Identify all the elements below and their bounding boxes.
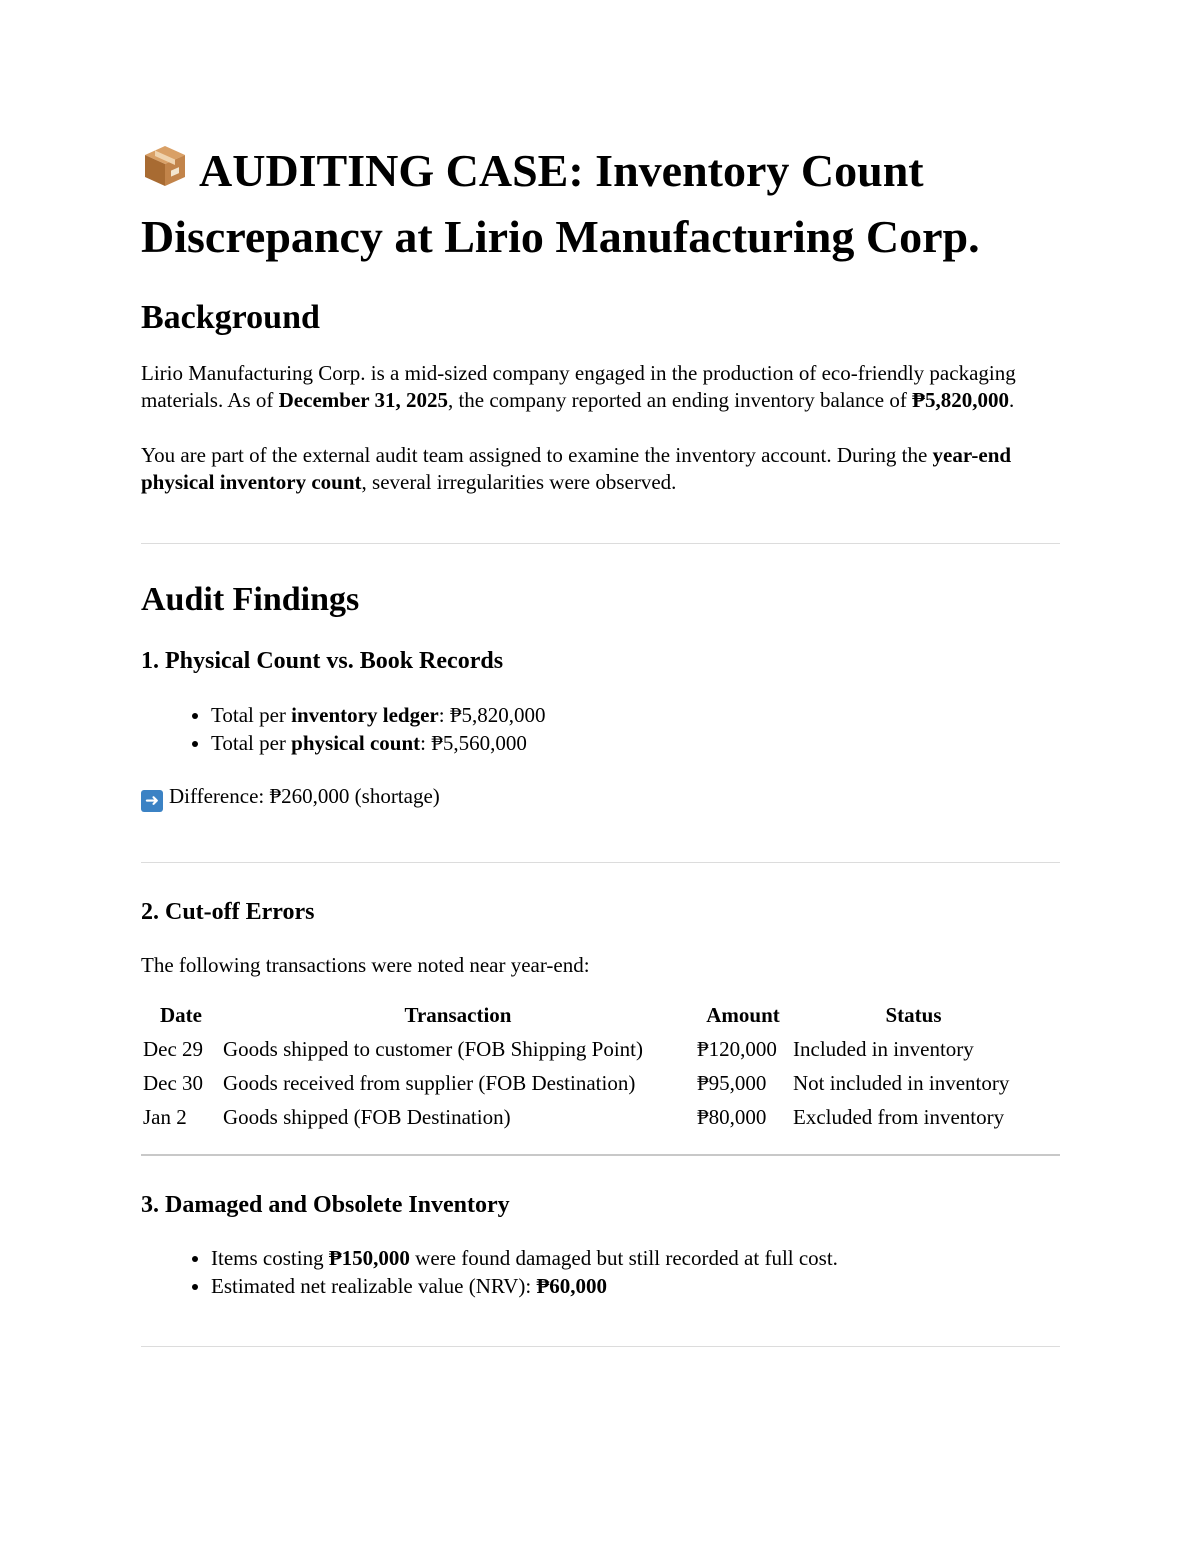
right-arrow-icon: ➜ [141, 790, 163, 812]
cell-status: Excluded from inventory [793, 1104, 1005, 1129]
cell-transaction: Goods shipped to customer (FOB Shipping Point) [223, 1036, 644, 1061]
background-paragraph-1: Lirio Manufacturing Corp. is a mid-sized company engaged in the production of eco-friendly packaging materials. As of December 31, 2025, the company reported an ending inventory balance of ₱5,820,000. [141, 361, 1016, 412]
cell-amount: ₱80,000 [697, 1104, 767, 1129]
difference-line: ➜ Difference: ₱260,000 (shortage) [141, 783, 1060, 812]
background-paragraph-2: You are part of the external audit team assigned to examine the inventory account. During the year-end physical inventory count, several irregularities were observed. [141, 443, 1012, 494]
list-item: • Items costing ₱150,000 were found damaged but still recorded at full cost. [211, 1244, 1060, 1272]
section-2-heading: 2. Cut-off Errors [141, 899, 315, 925]
section-2-intro: The following transactions were noted near year-end: [141, 953, 590, 977]
audit-findings-heading: Audit Findings [141, 581, 360, 618]
cell-amount: ₱95,000 [697, 1070, 767, 1095]
cell-date: Dec 30 [143, 1070, 204, 1095]
page-title: AUDITING CASE: Inventory Count Discrepancy at Lirio Manufacturing Corp. [141, 140, 1060, 268]
cell-transaction: Goods shipped (FOB Destination) [223, 1104, 511, 1129]
document-page [141, 140, 1060, 1347]
cutoff-table [141, 998, 1036, 1134]
divider [141, 862, 1060, 863]
table-header-row [141, 998, 1036, 1032]
divider [141, 1346, 1060, 1347]
column-header-status: Status [885, 1002, 942, 1027]
section-3-list [141, 1244, 1060, 1300]
cell-date: Jan 2 [143, 1104, 187, 1129]
list-item: • Total per inventory ledger: ₱5,820,000 [211, 701, 1060, 729]
package-icon [141, 142, 189, 206]
table-row [141, 1032, 1036, 1066]
background-heading: Background [141, 299, 320, 336]
table-row [141, 1066, 1036, 1100]
cell-status: Included in inventory [793, 1036, 974, 1061]
list-item: • Estimated net realizable value (NRV): ₱60,000 [211, 1272, 1060, 1300]
cell-transaction: Goods received from supplier (FOB Destination) [223, 1070, 636, 1095]
table-row [141, 1100, 1036, 1134]
column-header-amount: Amount [706, 1002, 780, 1027]
cell-date: Dec 29 [143, 1036, 204, 1061]
list-item: • Total per physical count: ₱5,560,000 [211, 729, 1060, 757]
section-3-heading: 3. Damaged and Obsolete Inventory [141, 1192, 510, 1218]
section-1-heading: 1. Physical Count vs. Book Records [141, 648, 504, 674]
cell-status: Not included in inventory [793, 1070, 1010, 1095]
cell-amount: ₱120,000 [697, 1036, 777, 1061]
divider [141, 1154, 1060, 1156]
section-1-list [141, 701, 1060, 757]
column-header-date: Date [160, 1002, 202, 1027]
column-header-transaction: Transaction [404, 1002, 512, 1027]
divider [141, 543, 1060, 544]
